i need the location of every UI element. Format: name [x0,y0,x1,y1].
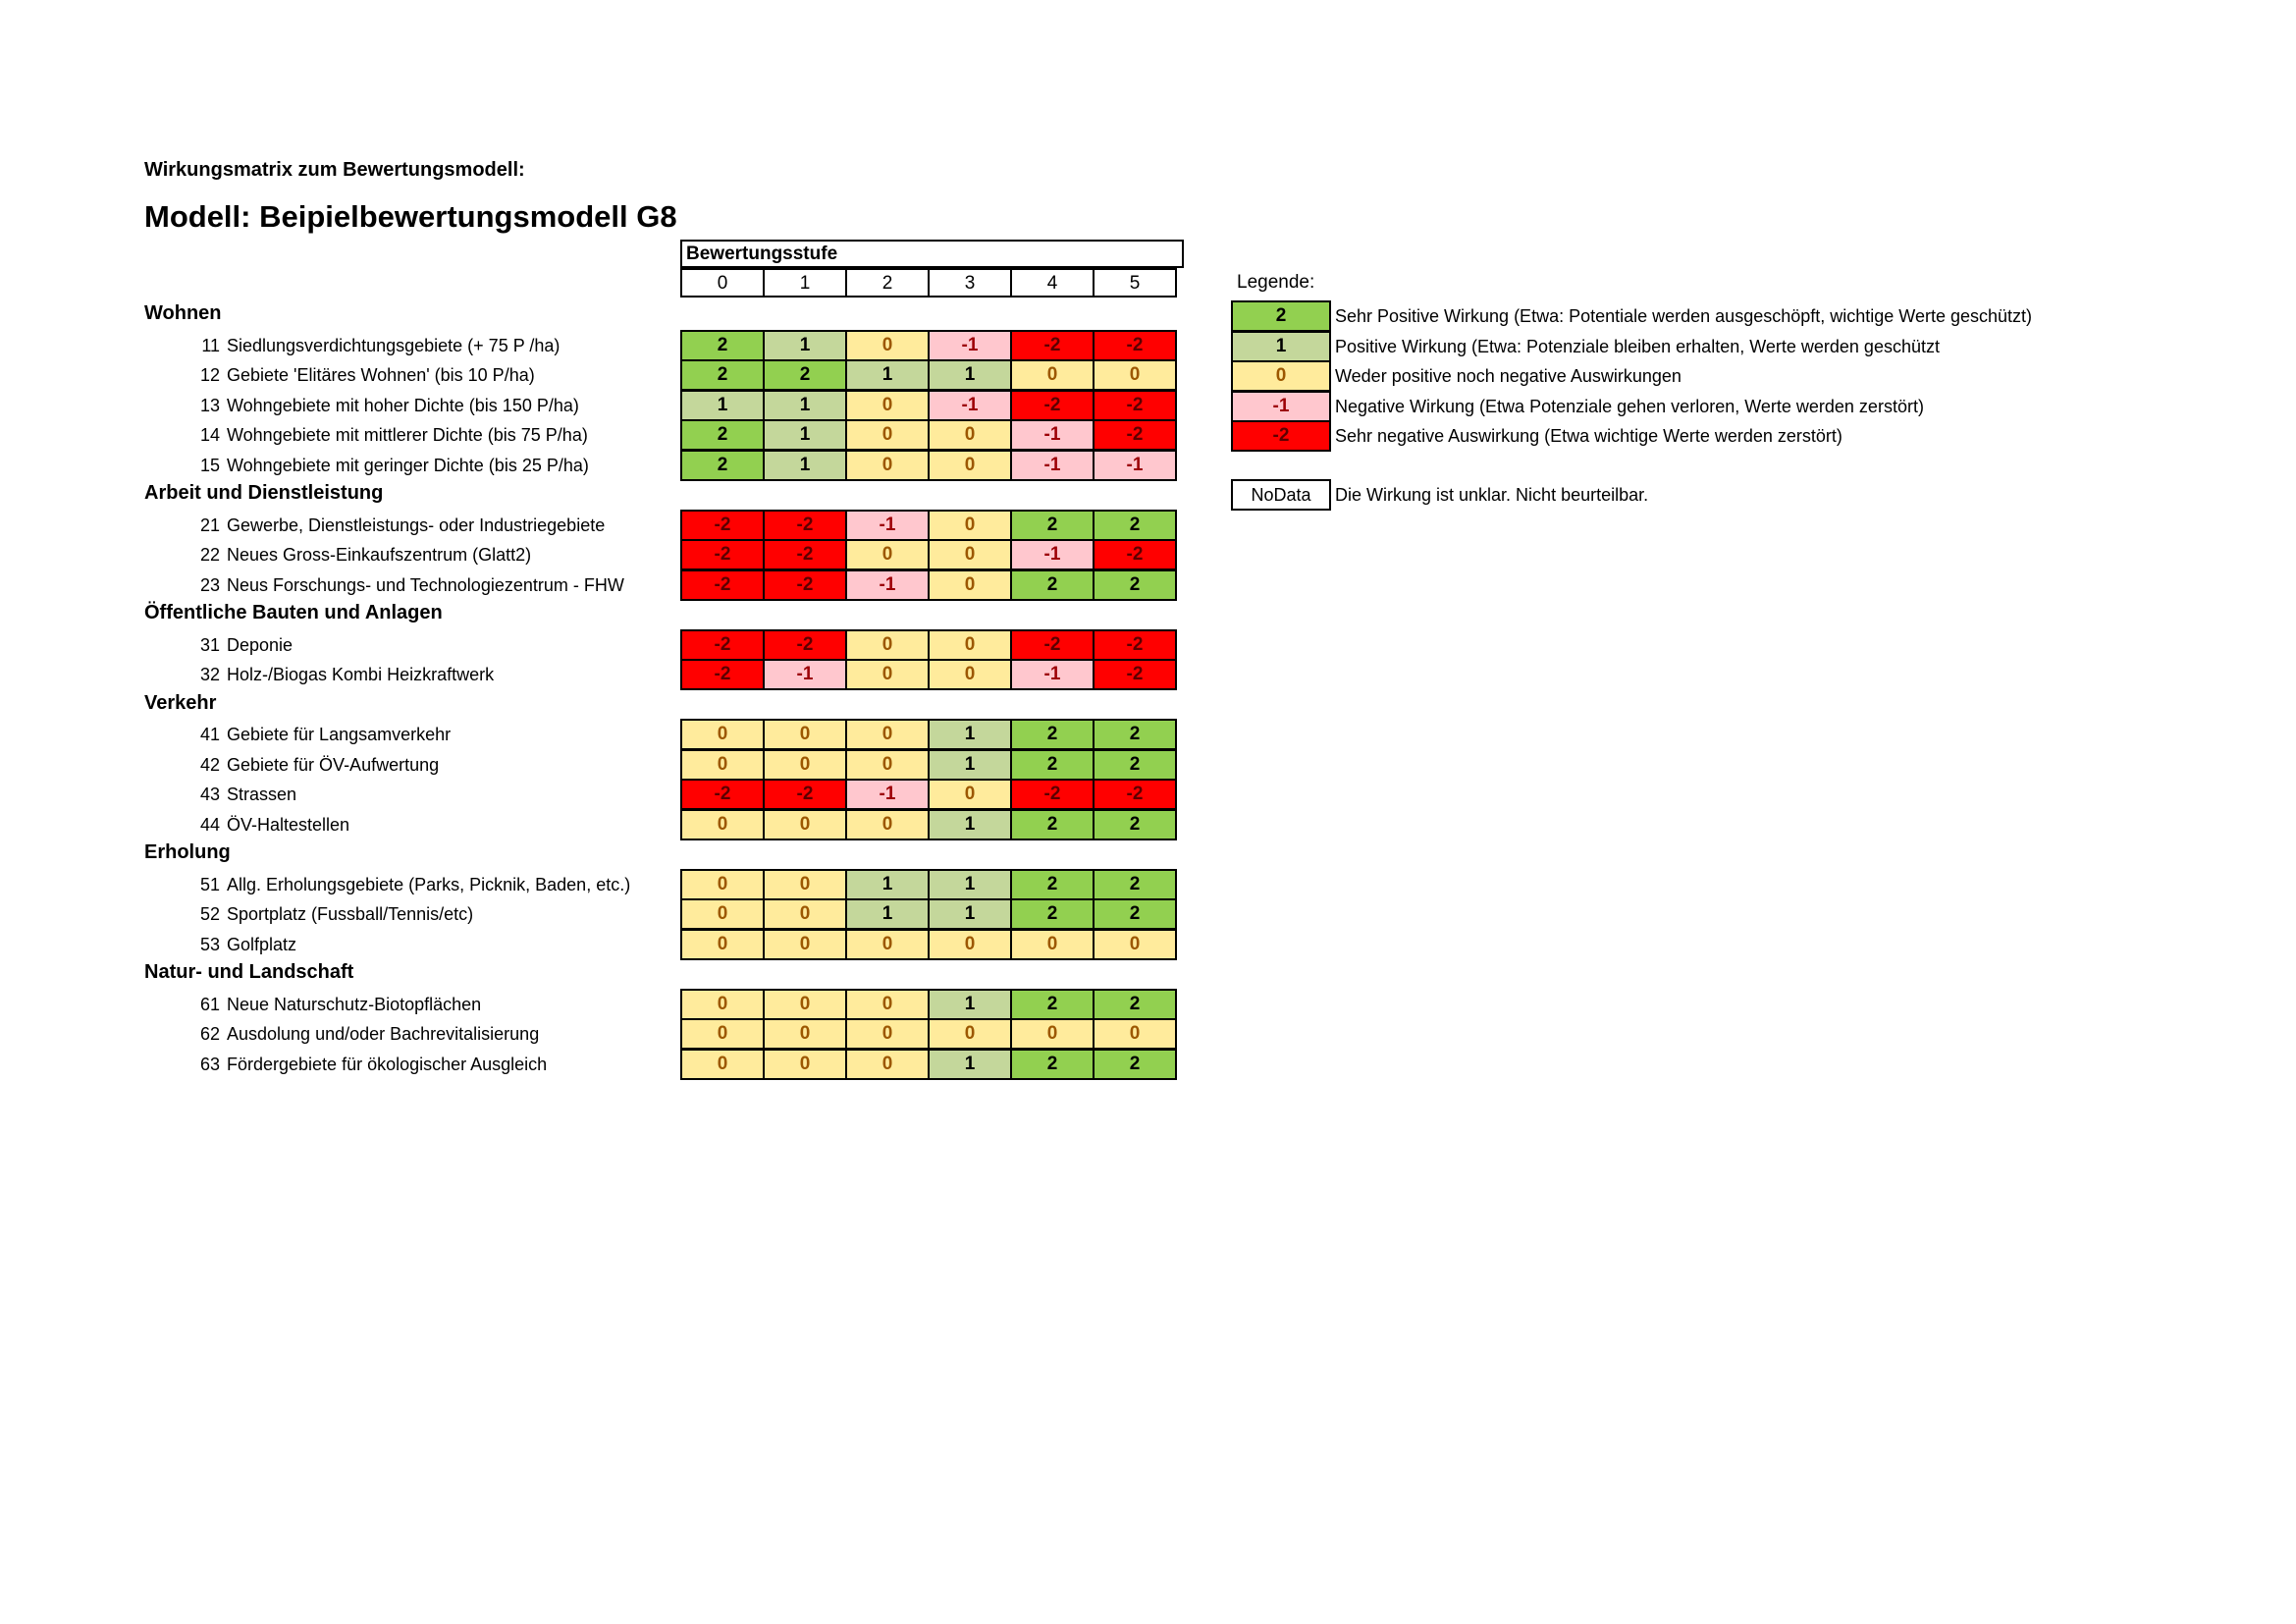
matrix-cell: 0 [845,450,930,481]
row-text: Neues Gross-Einkaufszentrum (Glatt2) [227,545,532,565]
row-label [194,660,494,689]
matrix-cell: -2 [680,510,765,541]
matrix-cell: -2 [763,510,847,541]
legend-text: Negative Wirkung (Etwa Potenziale gehen verloren, Werte werden zerstört) [1335,396,1924,416]
legend-text: Sehr negative Auswirkung (Etwa wichtige Werte werden zerstört) [1335,426,1842,446]
row-number: 62 [199,1024,220,1044]
matrix-cell: 0 [845,1018,930,1050]
matrix-cell: 2 [1093,1049,1177,1080]
matrix-cell: -2 [1010,779,1095,810]
matrix-cell: 0 [763,719,847,750]
matrix-subtitle: Wirkungsmatrix zum Bewertungsmodell: [144,159,525,181]
model-title: Modell: Beipielbewertungsmodell G8 [144,199,677,234]
matrix-cell: 0 [928,629,1012,661]
matrix-cell: -2 [1093,779,1177,810]
matrix-cell: -2 [763,539,847,570]
matrix-row [680,539,1177,570]
matrix-cell: -2 [763,629,847,661]
row-number: 61 [199,994,220,1014]
matrix-row [680,569,1177,601]
matrix-cell: 1 [928,749,1012,781]
matrix-cell: 2 [1010,898,1095,930]
matrix-cell: 2 [1093,510,1177,541]
matrix-cell: 0 [845,1049,930,1080]
legend-nodata-swatch: NoData [1231,479,1331,511]
matrix-cell: -2 [680,539,765,570]
matrix-cell: 1 [845,898,930,930]
matrix-cell: -1 [928,390,1012,421]
row-number: 63 [199,1054,220,1074]
matrix-cell: -1 [845,569,930,601]
matrix-cell: 0 [680,989,765,1020]
row-text: Gebiete 'Elitäres Wohnen' (bis 10 P/ha) [227,365,535,385]
matrix-cell: -1 [1093,450,1177,481]
matrix-cell: 0 [763,929,847,960]
row-text: Neue Naturschutz-Biotopflächen [227,994,482,1014]
matrix-cell: 2 [1093,569,1177,601]
legend-nodata-text: Die Wirkung ist unklar. Nicht beurteilbar. [1335,485,1649,505]
legend-swatch: 0 [1231,360,1331,392]
matrix-cell: 0 [680,809,765,840]
matrix-cell: -2 [1093,390,1177,421]
row-label [194,930,296,959]
matrix-row [680,629,1177,661]
matrix-cell: -2 [763,569,847,601]
row-text: Holz-/Biogas Kombi Heizkraftwerk [227,665,495,684]
matrix-cell: -2 [1010,330,1095,361]
matrix-cell: -2 [1093,659,1177,690]
legend-text: Positive Wirkung (Etwa: Potenziale bleiben erhalten, Werte werden geschützt [1335,336,1940,356]
matrix-cell: 0 [763,1049,847,1080]
matrix-cell: 0 [845,539,930,570]
matrix-cell: 0 [845,989,930,1020]
row-number: 15 [199,455,220,475]
matrix-row [680,779,1177,810]
row-label [194,451,589,480]
matrix-cell: 2 [1093,719,1177,750]
matrix-cell: 0 [845,390,930,421]
matrix-cell: 1 [928,898,1012,930]
row-text: Fördergebiete für ökologischer Ausgleich [227,1054,548,1074]
matrix-cell: 0 [763,749,847,781]
matrix-cell: -2 [680,569,765,601]
legend-swatch: 2 [1231,300,1331,332]
level-1: 1 [763,268,847,298]
matrix-cell: -1 [928,330,1012,361]
matrix-cell: 2 [680,359,765,391]
matrix-cell: -2 [1010,390,1095,421]
matrix-row [680,898,1177,930]
matrix-cell: 2 [1010,749,1095,781]
matrix-cell: 0 [680,1049,765,1080]
matrix-cell: 0 [845,659,930,690]
matrix-cell: 2 [1010,1049,1095,1080]
row-number: 11 [201,335,220,355]
group-heading: Arbeit und Dienstleistung [144,482,384,504]
row-number: 41 [199,725,220,744]
legend-text: Sehr Positive Wirkung (Etwa: Potentiale werden ausgeschöpft, wichtige Werte geschützt) [1335,306,2033,326]
group-heading: Erholung [144,841,231,863]
matrix-cell: -2 [680,779,765,810]
matrix-cell: -1 [1010,539,1095,570]
matrix-cell: 2 [1093,809,1177,840]
matrix-row [680,929,1177,960]
row-label [194,630,293,660]
matrix-cell: 2 [1010,719,1095,750]
matrix-cell: 1 [928,809,1012,840]
row-text: Ausdolung und/oder Bachrevitalisierung [227,1024,540,1044]
matrix-row [680,510,1177,541]
matrix-cell: 0 [1010,1018,1095,1050]
row-text: Sportplatz (Fussball/Tennis/etc) [227,904,474,924]
matrix-cell: -1 [845,510,930,541]
row-label [194,780,296,809]
matrix-row [680,330,1177,361]
row-label [194,1050,547,1079]
matrix-cell: 0 [928,510,1012,541]
matrix-cell: 0 [928,450,1012,481]
row-label [194,750,439,780]
matrix-cell: 0 [1010,359,1095,391]
row-number: 43 [199,785,220,804]
matrix-cell: 0 [928,659,1012,690]
matrix-cell: 1 [763,330,847,361]
row-label [194,990,481,1019]
row-label [194,420,588,450]
matrix-cell: 0 [928,929,1012,960]
matrix-cell: -2 [763,779,847,810]
row-text: Gebiete für Langsamverkehr [227,725,452,744]
matrix-cell: -2 [1093,419,1177,451]
legend-swatch: 1 [1231,331,1331,362]
matrix-cell: 2 [1093,898,1177,930]
matrix-cell: 0 [1093,929,1177,960]
row-text: Strassen [227,785,297,804]
matrix-cell: 0 [680,929,765,960]
matrix-cell: 2 [1010,989,1095,1020]
matrix-cell: -1 [1010,450,1095,481]
matrix-cell: 2 [680,450,765,481]
matrix-cell: 1 [928,719,1012,750]
matrix-cell: 0 [928,1018,1012,1050]
row-text: Golfplatz [227,934,297,954]
matrix-cell: 2 [680,330,765,361]
matrix-cell: -1 [845,779,930,810]
row-label [194,720,451,749]
level-0: 0 [680,268,765,298]
matrix-cell: 2 [763,359,847,391]
matrix-row [680,749,1177,781]
row-text: Siedlungsverdichtungsgebiete (+ 75 P /ha) [227,335,561,355]
matrix-cell: 0 [845,929,930,960]
matrix-cell: 0 [680,719,765,750]
group-heading: Verkehr [144,691,217,714]
matrix-cell: 0 [680,749,765,781]
matrix-cell: 1 [928,869,1012,900]
matrix-cell: 0 [680,898,765,930]
matrix-cell: 0 [763,989,847,1020]
matrix-row [680,869,1177,900]
level-5: 5 [1093,268,1177,298]
matrix-cell: 2 [1010,809,1095,840]
matrix-cell: 0 [928,569,1012,601]
matrix-row [680,809,1177,840]
matrix-cell: 0 [1093,1018,1177,1050]
row-label [194,870,630,899]
row-number: 32 [199,665,220,684]
matrix-row [680,450,1177,481]
matrix-cell: 0 [680,869,765,900]
matrix-cell: 1 [845,359,930,391]
row-number: 52 [199,904,220,924]
matrix-row [680,719,1177,750]
row-text: Allg. Erholungsgebiete (Parks, Picknik, Baden, etc.) [227,874,631,894]
matrix-cell: -2 [680,659,765,690]
matrix-cell: 0 [928,779,1012,810]
matrix-row [680,989,1177,1020]
matrix-cell: 1 [928,989,1012,1020]
matrix-cell: 1 [763,450,847,481]
matrix-cell: 0 [928,419,1012,451]
matrix-row [680,1049,1177,1080]
row-label [194,511,605,540]
matrix-cell: 0 [763,898,847,930]
matrix-cell: -1 [1010,419,1095,451]
matrix-cell: 0 [1093,359,1177,391]
row-label [194,391,579,420]
row-number: 14 [199,425,220,445]
matrix-cell: 2 [1093,989,1177,1020]
row-text: Deponie [227,634,294,655]
matrix-row [680,419,1177,451]
matrix-cell: 0 [763,869,847,900]
matrix-cell: 1 [928,1049,1012,1080]
matrix-cell: 2 [680,419,765,451]
row-number: 13 [199,395,220,415]
group-heading: Öffentliche Bauten und Anlagen [144,602,443,623]
matrix-cell: 1 [680,390,765,421]
matrix-cell: 2 [1010,569,1095,601]
matrix-cell: 1 [845,869,930,900]
matrix-cell: -2 [1093,330,1177,361]
matrix-cell: 0 [763,809,847,840]
row-label [194,899,473,929]
row-label [194,331,560,360]
matrix-cell: -2 [1093,539,1177,570]
matrix-cell: 1 [763,390,847,421]
row-number: 21 [199,514,220,535]
row-number: 12 [199,365,220,385]
row-text: ÖV-Haltestellen [227,814,350,835]
row-text: Gebiete für ÖV-Aufwertung [227,754,440,775]
matrix-cell: 0 [845,330,930,361]
row-number: 53 [199,934,220,954]
row-number: 42 [199,754,220,775]
legend-title: Legende: [1237,272,1315,293]
row-text: Wohngebiete mit geringer Dichte (bis 25 P/ha) [227,455,589,475]
matrix-cell: -1 [1010,659,1095,690]
row-number: 51 [199,874,220,894]
matrix-cell: 0 [680,1018,765,1050]
matrix-row [680,659,1177,690]
matrix-cell: 0 [845,719,930,750]
row-label [194,810,349,839]
matrix-cell: -2 [680,629,765,661]
matrix-cell: 0 [845,629,930,661]
matrix-cell: 2 [1093,749,1177,781]
matrix-cell: 2 [1010,869,1095,900]
group-heading: Wohnen [144,302,222,324]
group-heading: Natur- und Landschaft [144,961,354,983]
matrix-cell: 0 [845,749,930,781]
legend-text: Weder positive noch negative Auswirkungen [1335,366,1682,386]
row-number: 31 [199,634,220,655]
matrix-row [680,359,1177,391]
matrix-cell: 1 [928,359,1012,391]
matrix-cell: 0 [845,419,930,451]
matrix-cell: 1 [763,419,847,451]
matrix-cell: -2 [1093,629,1177,661]
row-label [194,540,531,569]
row-number: 44 [199,814,220,835]
level-3: 3 [928,268,1012,298]
matrix-cell: 0 [763,1018,847,1050]
row-text: Wohngebiete mit mittlerer Dichte (bis 75 P/ha) [227,425,588,445]
matrix-cell: 0 [928,539,1012,570]
matrix-cell: 0 [845,809,930,840]
matrix-row [680,1018,1177,1050]
level-header-row [680,268,1177,298]
matrix-cell: -1 [763,659,847,690]
legend-swatch: -1 [1231,391,1331,422]
matrix-cell: 2 [1093,869,1177,900]
row-number: 22 [199,545,220,565]
row-text: Gewerbe, Dienstleistungs- oder Industriegebiete [227,514,606,535]
matrix-cell: 2 [1010,510,1095,541]
matrix-cell: 0 [1010,929,1095,960]
matrix-cell: -2 [1010,629,1095,661]
level-4: 4 [1010,268,1095,298]
row-label [194,1019,539,1049]
row-text: Neus Forschungs- und Technologiezentrum - FHW [227,574,624,595]
matrix-row [680,390,1177,421]
row-label [194,570,624,600]
legend-swatch: -2 [1231,420,1331,452]
level-2: 2 [845,268,930,298]
row-number: 23 [199,574,220,595]
row-label [194,360,535,390]
row-text: Wohngebiete mit hoher Dichte (bis 150 P/ha) [227,395,579,415]
bewertungsstufe-header: Bewertungsstufe [680,240,1184,268]
